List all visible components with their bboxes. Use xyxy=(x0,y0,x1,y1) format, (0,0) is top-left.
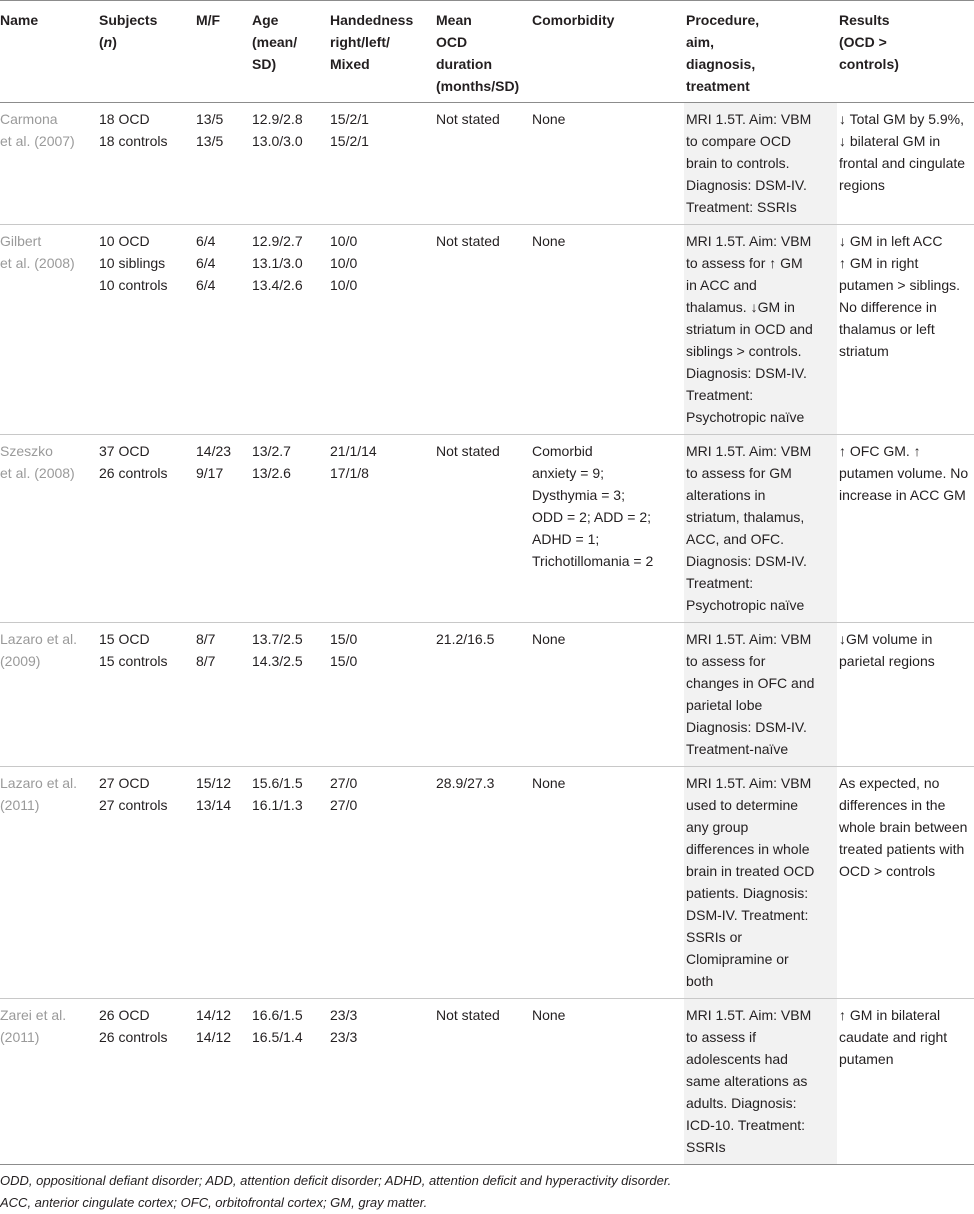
header-row xyxy=(0,1,974,103)
cell-mf: 13/5 13/5 xyxy=(196,111,224,149)
header-duration: Mean OCD duration (months/SD) xyxy=(436,12,520,94)
header-mf: M/F xyxy=(196,12,221,28)
cell-age: 12.9/2.8 13.0/3.0 xyxy=(252,111,303,149)
cell-name: Szeszko et al. (2008) xyxy=(0,443,75,481)
cell-duration: Not stated xyxy=(436,443,500,459)
cell-age: 13/2.7 13/2.6 xyxy=(252,443,291,481)
cell-name: Zarei et al. (2011) xyxy=(0,1007,67,1045)
cell-mf: 14/23 9/17 xyxy=(196,443,232,481)
header-subjects-n: n xyxy=(103,34,113,50)
cell-handedness: 27/0 27/0 xyxy=(330,775,358,813)
cell-mf: 14/12 14/12 xyxy=(196,1007,232,1045)
cell-results: ↓GM volume in parietal regions xyxy=(839,631,935,669)
cell-comorbidity: None xyxy=(532,775,566,791)
cell-mf: 15/12 13/14 xyxy=(196,775,232,813)
cell-subjects: 37 OCD 26 controls xyxy=(99,443,168,481)
table-header xyxy=(0,1,974,103)
cell-mf: 6/4 6/4 6/4 xyxy=(196,233,216,293)
cell-procedure: MRI 1.5T. Aim: VBM to assess for changes in OFC and parietal lobe Diagnosis: DSM-IV. Treatment-naïve xyxy=(684,623,837,767)
cell-age: 13.7/2.5 14.3/2.5 xyxy=(252,631,303,669)
cell-procedure: MRI 1.5T. Aim: VBM used to determine any group differences in whole brain in treated OCD patients. Diagnosis: DSM-IV. Treatment: SSRIs or Clomipramine or both xyxy=(684,767,837,999)
table-footnotes xyxy=(0,1170,974,1214)
cell-comorbidity: None xyxy=(532,631,566,647)
cell-handedness: 10/0 10/0 10/0 xyxy=(330,233,358,293)
header-handedness: Handedness right/left/ Mixed xyxy=(330,12,414,72)
cell-comorbidity: Comorbid anxiety = 9; Dysthymia = 3; ODD = 2; ADD = 2; ADHD = 1; Trichotillomania = 2 xyxy=(532,443,654,569)
cell-results: ↓ GM in left ACC ↑ GM in right putamen > siblings. No difference in thalamus or left striatum xyxy=(839,233,961,359)
cell-duration: Not stated xyxy=(436,1007,500,1023)
cell-handedness: 15/2/1 15/2/1 xyxy=(330,111,369,149)
cell-mf: 8/7 8/7 xyxy=(196,631,216,669)
cell-results: ↓ Total GM by 5.9%, ↓ bilateral GM in frontal and cingulate regions xyxy=(839,111,966,193)
cell-results: ↑ OFC GM. ↑ putamen volume. No increase in ACC GM xyxy=(839,443,969,503)
cell-procedure: MRI 1.5T. Aim: VBM to assess for ↑ GM in ACC and thalamus. ↓GM in striatum in OCD and siblings > controls. Diagnosis: DSM-IV. Treatment: Psychotropic naïve xyxy=(684,225,837,435)
table-row xyxy=(0,999,974,1165)
cell-handedness: 21/1/14 17/1/8 xyxy=(330,443,377,481)
cell-name: Carmona et al. (2007) xyxy=(0,111,75,149)
table-row xyxy=(0,767,974,999)
cell-procedure: MRI 1.5T. Aim: VBM to assess for GM alterations in striatum, thalamus, ACC, and OFC. Diagnosis: DSM-IV. Treatment: Psychotropic naïve xyxy=(684,435,837,623)
cell-subjects: 26 OCD 26 controls xyxy=(99,1007,168,1045)
cell-subjects: 27 OCD 27 controls xyxy=(99,775,168,813)
cell-comorbidity: None xyxy=(532,233,566,249)
table-row xyxy=(0,435,974,623)
cell-comorbidity: None xyxy=(532,1007,566,1023)
cell-handedness: 23/3 23/3 xyxy=(330,1007,358,1045)
table-body xyxy=(0,103,974,1165)
cell-duration: Not stated xyxy=(436,111,500,127)
cell-subjects: 10 OCD 10 siblings 10 controls xyxy=(99,233,168,293)
table-row xyxy=(0,623,974,767)
table-row xyxy=(0,103,974,225)
cell-duration: Not stated xyxy=(436,233,500,249)
cell-procedure: MRI 1.5T. Aim: VBM to compare OCD brain to controls. Diagnosis: DSM-IV. Treatment: SSRIs xyxy=(684,103,837,225)
header-age: Age (mean/ SD) xyxy=(252,12,298,72)
cell-procedure: MRI 1.5T. Aim: VBM to assess if adolescents had same alterations as adults. Diagnosis: ICD-10. Treatment: SSRIs xyxy=(684,999,837,1165)
cell-subjects: 15 OCD 15 controls xyxy=(99,631,168,669)
cell-comorbidity: None xyxy=(532,111,566,127)
cell-name: Lazaro et al. (2011) xyxy=(0,775,78,813)
footnote: ODD, oppositional defiant disorder; ADD, attention deficit disorder; ADHD, attention deficit and hyperactivity disorder. xyxy=(0,1173,672,1188)
header-subjects xyxy=(97,1,194,103)
cell-age: 15.6/1.5 16.1/1.3 xyxy=(252,775,303,813)
cell-results: As expected, no differences in the whole brain between treated patients with OCD > controls xyxy=(839,775,968,879)
cell-name: Gilbert et al. (2008) xyxy=(0,233,75,271)
footnote: ACC, anterior cingulate cortex; OFC, orbitofrontal cortex; GM, gray matter. xyxy=(0,1195,428,1210)
header-procedure: Procedure, aim, diagnosis, treatment xyxy=(686,12,760,94)
header-name: Name xyxy=(0,12,39,28)
header-results: Results (OCD > controls) xyxy=(839,12,899,72)
cell-name: Lazaro et al. (2009) xyxy=(0,631,78,669)
cell-results: ↑ GM in bilateral caudate and right putamen xyxy=(839,1007,948,1067)
cell-duration: 28.9/27.3 xyxy=(436,775,495,791)
cell-duration: 21.2/16.5 xyxy=(436,631,495,647)
header-subjects-text: Subjects (n) xyxy=(99,12,158,50)
cell-handedness: 15/0 15/0 xyxy=(330,631,358,669)
cell-age: 12.9/2.7 13.1/3.0 13.4/2.6 xyxy=(252,233,303,293)
cell-age: 16.6/1.5 16.5/1.4 xyxy=(252,1007,303,1045)
table-row xyxy=(0,225,974,435)
header-comorbidity: Comorbidity xyxy=(532,12,615,28)
cell-subjects: 18 OCD 18 controls xyxy=(99,111,168,149)
